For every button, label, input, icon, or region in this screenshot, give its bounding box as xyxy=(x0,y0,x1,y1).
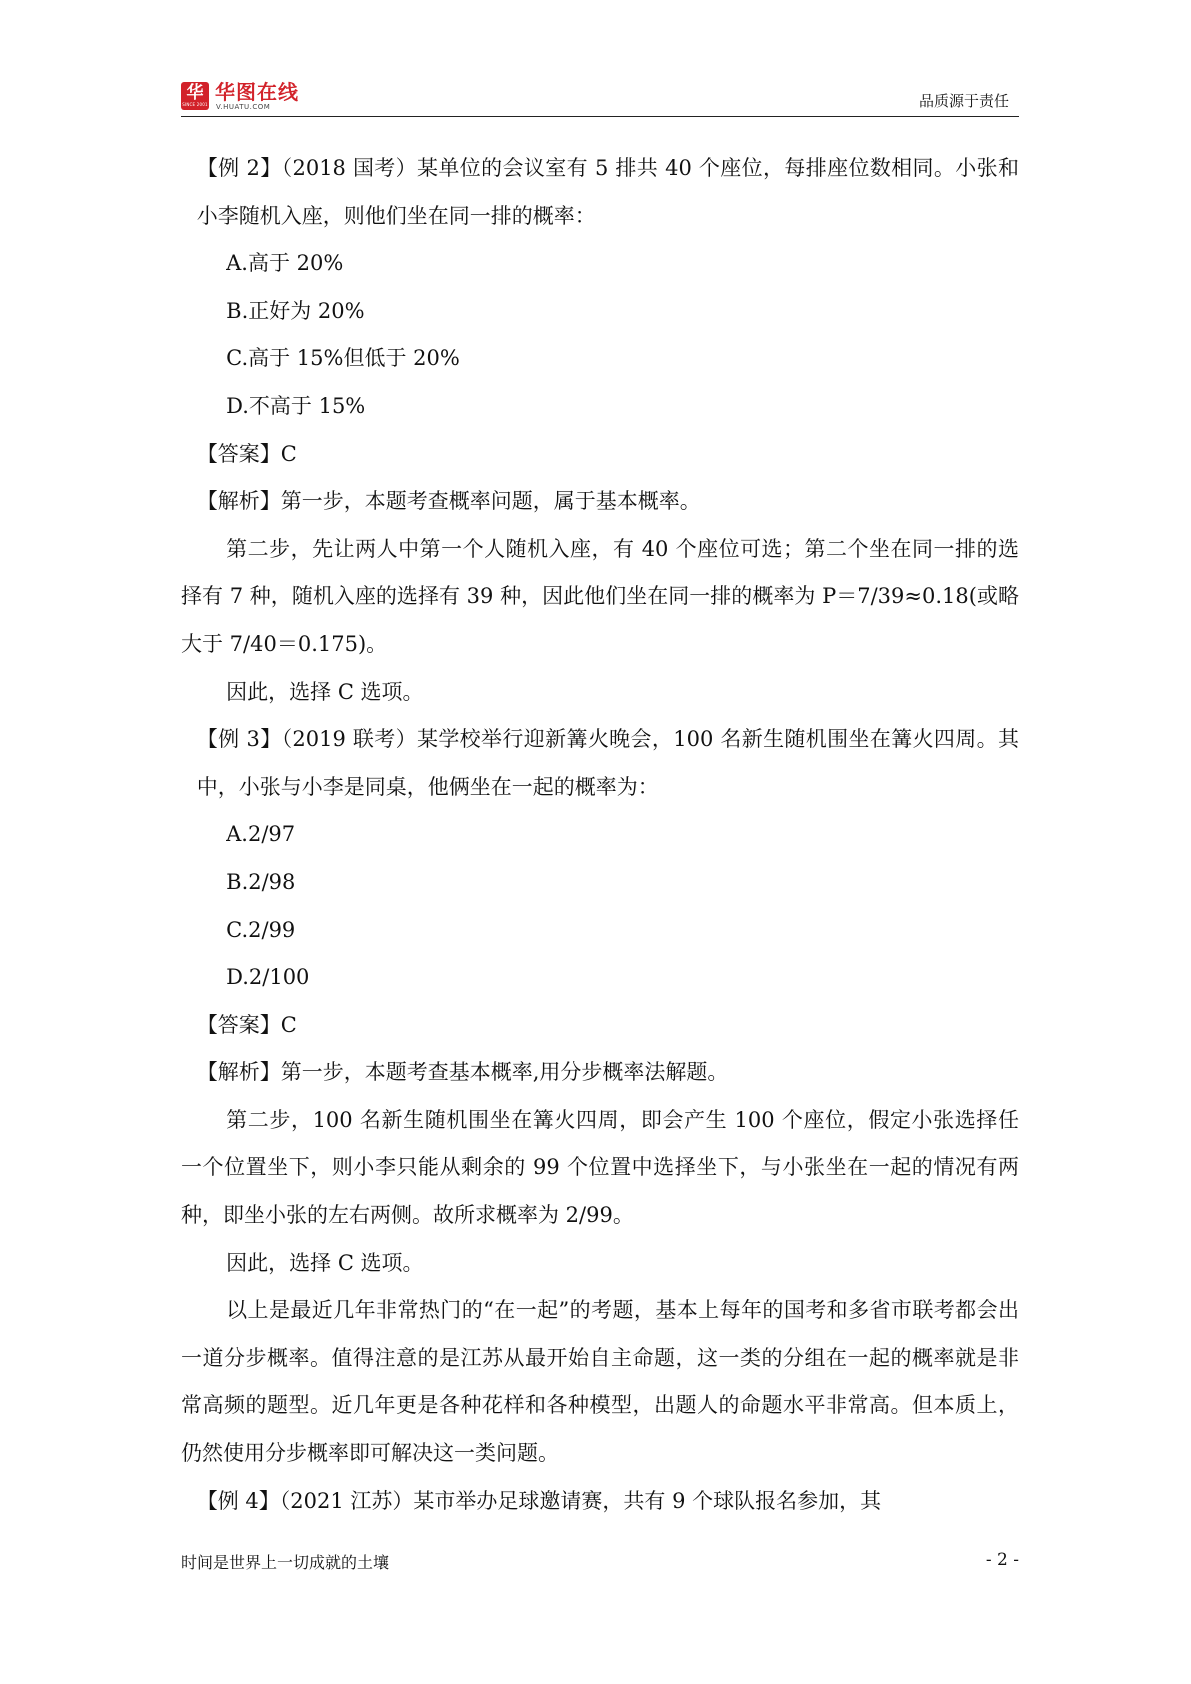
example-2-option-d: D.不高于 15% xyxy=(226,393,366,418)
example-2-option-a: A.高于 20% xyxy=(226,251,344,276)
logo-name: 华图在线 xyxy=(215,80,299,104)
example-2-analysis: 【解析】第一步，本题考查概率问题，属于基本概率。 xyxy=(196,489,701,514)
example-3-option-c: C.2/99 xyxy=(226,917,296,942)
footer-motto: 时间是世界上一切成就的土壤 xyxy=(181,1553,390,1572)
example-2-conclusion: 因此，选择 C 选项。 xyxy=(226,679,424,704)
huatu-logo xyxy=(181,82,321,114)
huatu-logo-icon xyxy=(181,82,209,110)
example-3-analysis: 【解析】第一步，本题考查基本概率,用分步概率法解题。 xyxy=(196,1060,729,1085)
logo-url: V.HUATU.COM xyxy=(216,103,271,111)
header-slogan: 品质源于责任 xyxy=(918,92,1009,110)
document-body xyxy=(181,145,1019,1525)
example-2-step-2: 第二步，先让两人中第一个人随机入座，有 40 个座位可选；第二个坐在同一排的选择有 7 种，随机入座的选择有 39 种，因此他们坐在同一排的概率为 P＝7/39≈0.18(或略大于 7/40＝0.175)。 xyxy=(181,536,1019,656)
example-3-option-d: D.2/100 xyxy=(226,965,310,990)
logo-glyph: 华 xyxy=(186,83,204,103)
example-3-conclusion: 因此，选择 C 选项。 xyxy=(226,1250,424,1275)
example-4-question: 【例 4】（2021 江苏）某市举办足球邀请赛，共有 9 个球队报名参加，其 xyxy=(196,1488,882,1513)
example-2-option-b: B.正好为 20% xyxy=(226,298,365,323)
summary-paragraph: 以上是最近几年非常热门的“在一起”的考题，基本上每年的国考和多省市联考都会出一道分步概率。值得注意的是江苏从最开始自主命题，这一类的分组在一起的概率就是非常高频的题型。近几年更是各种花样和各种模型，出题人的命题水平非常高。但本质上，仍然使用分步概率即可解决这一类问题。 xyxy=(181,1298,1019,1466)
logo-since: SINCE 2001 xyxy=(182,102,208,107)
example-3-step-2: 第二步，100 名新生随机围坐在篝火四周，即会产生 100 个座位，假定小张选择任一个位置坐下，则小李只能从剩余的 99 个位置中选择坐下，与小张坐在一起的情况有两种，即坐小张的左右两侧。故所求概率为 2/99。 xyxy=(181,1107,1019,1228)
page-number: - 2 - xyxy=(985,1550,1019,1570)
example-3-answer: 【答案】C xyxy=(196,1012,297,1037)
page-header xyxy=(181,80,1019,117)
example-3-option-b: B.2/98 xyxy=(226,869,296,894)
example-3-question: 【例 3】（2019 联考）某学校举行迎新篝火晚会，100 名新生随机围坐在篝火四周。其中，小张与小李是同桌，他俩坐在一起的概率为： xyxy=(196,727,1019,799)
example-2-answer: 【答案】C xyxy=(196,441,297,466)
example-2-option-c: C.高于 15%但低于 20% xyxy=(226,346,460,371)
example-3-option-a: A.2/97 xyxy=(226,822,296,847)
example-2-question: 【例 2】（2018 国考）某单位的会议室有 5 排共 40 个座位，每排座位数相同。小张和小李随机入座，则他们坐在同一排的概率： xyxy=(196,156,1019,228)
